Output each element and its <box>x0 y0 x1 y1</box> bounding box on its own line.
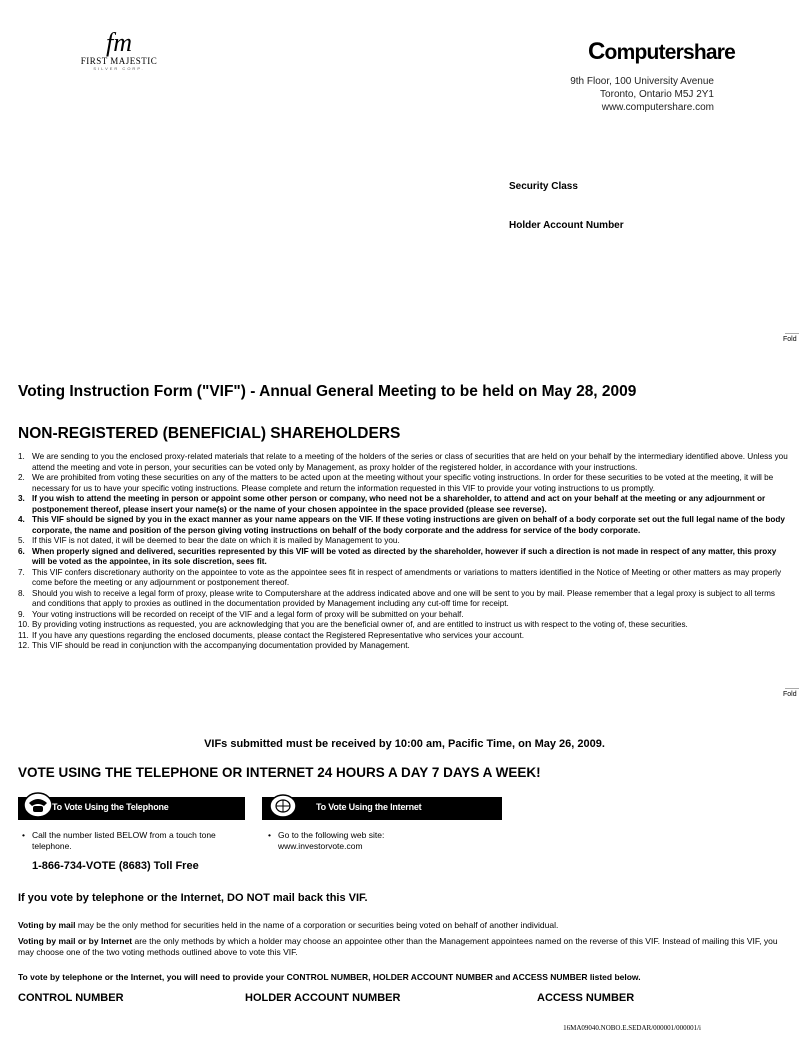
vote-methods-heading: VOTE USING THE TELEPHONE OR INTERNET 24 HOURS A DAY 7 DAYS A WEEK! <box>18 765 541 780</box>
telephone-vote-bar <box>18 797 245 820</box>
address-line-2: Toronto, Ontario M5J 2Y1 <box>600 89 714 100</box>
no-mail-notice: If you vote by telephone or the Internet, DO NOT mail back this VIF. <box>18 892 368 904</box>
computershare-address <box>570 75 714 114</box>
address-website: www.computershare.com <box>601 102 714 113</box>
instruction-item: 5. If this VIF is not dated, it will be deemed to bear the date on which it is mailed by Management to you. <box>18 536 400 545</box>
instructions-list <box>18 452 788 652</box>
address-line-1: 9th Floor, 100 University Avenue <box>570 76 714 87</box>
toll-free-number: 1-866-734-VOTE (8683) Toll Free <box>32 860 199 872</box>
mouse-icon <box>266 791 298 821</box>
form-subtitle: NON-REGISTERED (BENEFICIAL) SHAREHOLDERS <box>18 425 401 442</box>
form-title: Voting Instruction Form ("VIF") - Annual General Meeting to be held on May 28, 2009 <box>18 383 637 400</box>
instruction-item: 4. This VIF should be signed by you in the exact manner as your name appears on the VIF. If these voting instructions are given on behalf of a body corporate set out the full legal name of the body corporate, the name and position of the person giving voting instructions on behalf of the body corporate and the address for service of the body corporate. <box>18 515 785 535</box>
fold-mark-bottom <box>783 688 799 698</box>
instruction-item: 6. When properly signed and delivered, securities represented by this VIF will be voted as directed by the shareholder, however if such a direction is not made in respect of any matter, this proxy will be voted as the appointee, in its sole discretion, sees fit. <box>18 546 777 566</box>
instruction-item: 7. This VIF confers discretionary authority on the appointee to vote as the appointee sees fit in respect of amendments or variations to matters identified in the Notice of Meeting or other matters as may properly come before the meeting or any adjournment or postponement thereof. <box>18 567 782 587</box>
fold-label: Fold <box>783 691 797 698</box>
internet-instruction: • Go to the following web site: www.investorvote.com <box>268 830 498 851</box>
security-class-label: Security Class <box>509 181 578 192</box>
access-number-label: ACCESS NUMBER <box>537 992 635 1004</box>
fm-company-name: FIRST MAJESTIC <box>80 56 158 66</box>
instruction-item: 9. Your voting instructions will be recorded on receipt of the VIF and a legal form of proxy will be submitted on your behalf. <box>18 609 464 619</box>
telephone-icon <box>22 791 54 821</box>
submission-deadline: VIFs submitted must be received by 10:00 am, Pacific Time, on May 26, 2009. <box>204 738 605 750</box>
instruction-item: 2. We are prohibited from voting these securities on any of the matters to be acted upon at the meeting without your specific voting instructions. In order for these securities to be voted at the meeting, it will be necessary for us to have your specific voting instructions. Please complete and return the information requested in this VIF to provide your voting instructions to us promptly. <box>18 473 774 493</box>
instruction-item: 1. We are sending to you the enclosed proxy-related materials that relate to a meeting of the holders of the series or class of securities that are held on your behalf by the intermediary identified above. Unless you attend the meeting and vote in person, your securities can be voted only by Management, as proxy holder of the registered holder, in accordance with your instructions. <box>18 452 788 472</box>
document-code: 16MA09040.NOBO.E.SEDAR/000001/000001/i <box>563 1024 701 1032</box>
instruction-item: 10. By providing voting instructions as requested, you are acknowledging that you are the beneficial owner of, and are entitled to instruct us with respect to the voting of, these securities. <box>18 620 688 629</box>
numbers-note: To vote by telephone or the Internet, you will need to provide your CONTROL NUMBER, HOLDER ACCOUNT NUMBER and ACCESS NUMBER listed below. <box>18 972 641 982</box>
fold-mark-top <box>783 333 799 343</box>
internet-url: www.investorvote.com <box>278 840 363 851</box>
holder-account-number-field-label: HOLDER ACCOUNT NUMBER <box>245 992 401 1004</box>
instruction-item: 12. This VIF should be read in conjunction with the accompanying documentation provided by Management. <box>18 641 410 650</box>
mail-paragraph-2: Voting by mail or by Internet are the only methods by which a holder may choose an appointee other than the Management appointees named on the reverse of this VIF. Instead of mailing this VIF, you may choose one of the two voting methods outlined above to vote this VIF. <box>18 936 778 957</box>
telephone-instruction: • Call the number listed BELOW from a touch tone telephone. <box>22 830 216 851</box>
first-majestic-logo <box>78 30 160 71</box>
holder-account-number-label: Holder Account Number <box>509 220 624 231</box>
fm-tagline: SILVER CORP. <box>93 66 145 71</box>
internet-bar-label: To Vote Using the Internet <box>316 802 422 812</box>
internet-vote-bar <box>262 797 502 820</box>
fold-label: Fold <box>783 336 797 343</box>
cs-logo-mark: C <box>588 38 605 65</box>
fm-monogram: fm <box>106 28 132 57</box>
instruction-item: 11. If you have any questions regarding the enclosed documents, please contact the Registered Representative who services your account. <box>18 630 524 640</box>
telephone-bar-label: To Vote Using the Telephone <box>52 802 169 812</box>
computershare-logo <box>588 38 735 66</box>
control-number-label: CONTROL NUMBER <box>18 992 124 1004</box>
instruction-item: 8. Should you wish to receive a legal form of proxy, please write to Computershare at the address indicated above and one will be sent to you by mail. Please remember that a legal proxy is subject to all terms and conditions that apply to proxies as outlined in the documentation provided by Management including any cut-off time for receipt. <box>18 588 776 608</box>
cs-logo-text: omputershare <box>604 41 735 64</box>
instruction-item: 3. If you wish to attend the meeting in person or appoint some other person or company, who need not be a shareholder, to attend and act on your behalf at the meeting or any adjournment or postponement thereof, please insert your name(s) or the name of your chosen appointee in the space provided (please see reverse). <box>18 494 766 514</box>
mail-paragraph-1: Voting by mail may be the only method for securities held in the name of a corporation or securities being voted on behalf of another individual. <box>18 920 559 930</box>
